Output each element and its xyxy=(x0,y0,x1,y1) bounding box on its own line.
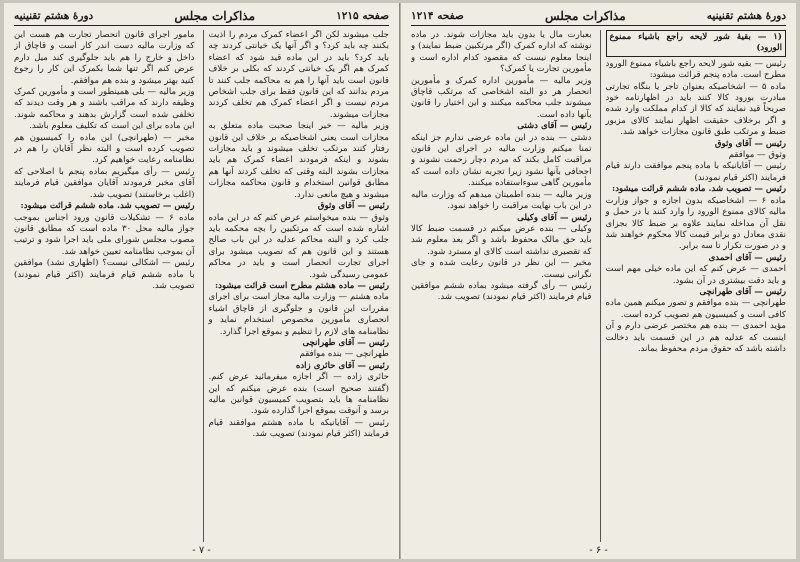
paragraph: رئیس — آقای طهرانچی xyxy=(699,286,786,297)
paragraph: رئیس — آقایانیکه با ماده پنجم موافقت دارند قیام فرمایند (اکثر قیام نمودند) xyxy=(605,161,786,183)
right-page-columns xyxy=(411,30,786,542)
right-page-header xyxy=(411,9,786,26)
left-page-session: دورهٔ هشتم تقنینیه xyxy=(14,10,94,22)
paragraph: مؤید احمدی — بنده هم مختصر عرضی دارم و آن اینست که عدلیه هم در این قسمت باید دخالت داشته باشد که حقوق مردم محفوظ بماند. xyxy=(605,321,786,354)
left-page-title: مذاکرات مجلس xyxy=(174,9,256,23)
paragraph: رئیس — اشکالی نیست؟ (اظهاری نشد) موافقین با ماده ششم قیام فرمایند (اکثر قیام نمودند) تصویب شد. xyxy=(14,258,195,291)
left-page-column-right xyxy=(203,30,390,542)
paragraph: وزیر مالیه — خیر اینجا صحبت ماده متعلق به مجازات است یعنی اشخاصیکه بر خلاف این قانون رفتار کنند مرتکب تخلف میشوند و باید مجازات بشوند و اینکه فرمودند اعضاء کمرک هم باید مجازات بشوند البته وقتی که تخلف کردند آنها هم مطابق قوانین استخدام و قانون محاکمه مجازات میشوند و هیچ مانعی ندارد. xyxy=(208,121,389,200)
paragraph: رئیس — آقای وثوق xyxy=(317,201,389,212)
paragraph: رئیس — رأی میگیریم بماده پنجم با اصلاحی که آقای مخبر فرمودند آقایان موافقین قیام فرمایند (اغلب برخاستند) تصویب شد. xyxy=(14,166,195,200)
right-page-column-left xyxy=(411,30,592,542)
paragraph: رئیس — آقای حائری زاده xyxy=(295,360,389,371)
left-page-columns xyxy=(14,30,389,542)
right-page-session: دورهٔ هشتم تقنینیه xyxy=(706,10,786,22)
paragraph: ماده هشتم — وزارت مالیه مجاز است برای اجرای مقررات این قانون و جلوگیری از قاچاق اشیاء انحصاری مأمورین مخصوص استخدام نماید و نظامنامه های لازم را تنظیم و بموقع اجرا گذارد. xyxy=(208,292,389,337)
left-page-number: - ۷ - xyxy=(192,545,211,556)
left-page-label: صفحه ۱۲۱۵ xyxy=(336,10,389,22)
paragraph: رئیس — آقای احمدی xyxy=(708,252,786,263)
paragraph: رئیس — تصویب شد. ماده ششم قرائت میشود: xyxy=(20,201,195,212)
paragraph: رئیس — آقای طهرانچی xyxy=(302,337,389,348)
paragraph: وزیر مالیه — بنده اطمینان میدهم که وزارت مالیه در این باب نهایت مراقبت را خواهد نمود. xyxy=(411,189,592,212)
paragraph: رئیس — تصویب شد. ماده ششم قرائت میشود: xyxy=(612,184,786,195)
paragraph: وثوق — موافقم xyxy=(728,150,786,161)
right-page-column-right xyxy=(600,30,787,542)
paragraph: ماده ۶ — اشخاصیکه بدون اجازه و جواز وزارت مالیه کالای ممنوع الورود را وارد کنند یا در حمل و نقل آن مداخله نمایند علاوه بر ضبط کالا بجزای نقدی معادل دو برابر قیمت کالا محکوم خواهند شد و در صورت تکرار تا سه برابر. xyxy=(605,195,786,252)
paragraph: ماده ۵ — اشخاصیکه بعنوان تاجر یا بنگاه تجارتی مبادرت بورود کالا کنند باید در اظهارنامه خود صریحاً قید نمایند که کالا از کدام مملکت وارد شده و اگر برخلاف حقیقت اظهار نمایند کالای مزبور ضبط و مرتکب طبق قانون مجازات خواهد شد. xyxy=(605,81,786,138)
newspaper-spread xyxy=(4,3,796,559)
left-page-column-left xyxy=(14,30,195,542)
right-page-number: - ۶ - xyxy=(589,545,608,556)
paragraph: رئیس — بقیه شور لایحه راجع باشیاء ممنوع الورود مطرح است. ماده پنجم قرائت میشود: xyxy=(605,58,786,81)
paragraph: دشتی — بنده در این ماده عرضی ندارم جز اینکه تمنا میکنم وزارت مالیه در اجرای این قانون مراقبت کامل بکند که مردم دچار زحمت نشوند و اجحافی بآنها نشود زیرا تجربه نشان داده است که مأمورین گاهی سوءاستفاده میکنند. xyxy=(411,132,592,189)
section-heading: (۱ — بقیهٔ شور لایحه راجع باشیاء ممنوع الورود) xyxy=(606,30,787,57)
paragraph: طهرانچی — بنده موافقم و تصور میکنم همین ماده کافی است و کمیسیون هم تصویب کرده است. xyxy=(605,298,786,320)
paragraph: وزیر مالیه — مأمورین اداره کمرک و مأمورین انحصار هر دو البته اشخاصی که مرتکب قاچاق میشوند جلب محاکمه میکنند و این اختیار را قانون بآنها داده است. xyxy=(411,75,592,120)
right-page-title: مذاکرات مجلس xyxy=(544,9,626,23)
paragraph: رئیس — آقای وثوق xyxy=(714,138,786,149)
right-page xyxy=(400,3,796,559)
paragraph: رئیس — آقایانیکه با ماده هشتم موافقند قیام فرمایند (اکثر قیام نمودند) تصویب شد. xyxy=(208,417,389,440)
paragraph: مخبر — این نظر در قانون رعایت شده و جای نگرانی نیست. xyxy=(411,258,592,280)
paragraph: وزیر مالیه — بلی همینطور است و مأمورین کمرک وظیفه دارند که مراقب باشند و هر وقت دیدند که تخلفی شده است گزارش بدهند و محاکمه شوند. این ماده برای این است که تکلیف معلوم باشد. xyxy=(14,87,195,132)
paragraph: بعبارت مال یا بدون باید مجازات شوند. در ماده نوشته که اداره کمرک (اگر مرتکبین ضبط نمایند) و اینجا معلوم نیست که مقصود کدام اداره است و مأمورین تجارت یا کمرک؟ xyxy=(411,30,592,75)
paragraph: رئیس — آقای وکیلی xyxy=(517,212,592,223)
paragraph: حائری زاده — اگر اجازه میفرمائید عرض کنم. (گفتند صحیح است) بنده عرض میکنم که این نظامنامه ها باید بتصویب کمیسیون قوانین مالیه برسد و آنوقت بموقع اجرا گذارده شود. xyxy=(208,372,389,417)
paragraph: طهرانچی — بنده موافقم xyxy=(299,349,389,360)
paragraph: احمدی — عرض کنم که این ماده خیلی مهم است و باید دقت بیشتری در آن بشود. xyxy=(605,264,786,286)
paragraph: جلب میشوند لکن اگر اعضاء کمرک مردم را اذیت بکنند چه باید کرد؟ و اگر آنها یک خیانتی کردند چه باید کرد؟ باید در این ماده قید شود که اعضاء کمرک هم اگر یک خیانتی کردند که بکلی بر خلاف قانون است باید آنها را هم به محاکمه جلب کنند تا مردم بدانند که این قانون فقط برای جلب اشخاص مردم نیست و اگر اعضاء کمرک هم تخلف کردند مجازات میشوند. xyxy=(208,30,389,120)
right-page-label: صفحه ۱۲۱۴ xyxy=(411,10,464,22)
paragraph: مخبر — (طهرانچی) این ماده را کمیسیون هم تصویب کرده است و البته نظر آقایان را هم در نظامنامه رعایت خواهیم کرد. xyxy=(14,132,195,166)
left-page-header xyxy=(14,9,389,26)
paragraph: رئیس — رأی گرفته میشود بماده ششم موافقین قیام فرمایند (اکثر قیام نمودند) تصویب شد. xyxy=(411,280,592,303)
paragraph: وثوق — بنده میخواستم عرض کنم که در این ماده اشاره شده است که مرتکبین را بچه محکمه باید جلب کرد و البته محاکم عدلیه در این باب صالح هستند و این قانون هم که تصویب میشود برای اجرای تجارت انحصار است و باید در محاکم عمومی رسیدگی شود. xyxy=(208,212,389,280)
paragraph: ماده ۶ — تشکیلات قانون ورود اجناس بموجب جواز مالیه محل ۳۰ ماده است که مطابق قانون مصوب مجلس شورای ملی باید اجرا شود و ترتیب آن بموجب نظامنامه تعیین خواهد شد. xyxy=(14,212,195,257)
paragraph: رئیس — آقای دشتی xyxy=(517,121,592,132)
paragraph: مأمور اجرای قانون انحصار تجارت هم هست این که وزارت مالیه دست اندر کار است و قاچاق از داخل و خارج را هم باید جلوگیری کند میل دارم عرض کنم اگر تنها شما بکمرک این کار را رجوع کنید بهتر میشود و بنده هم موافقم. xyxy=(14,30,195,86)
left-page xyxy=(4,3,400,559)
paragraph: وکیلی — بنده عرض میکنم در قسمت ضبط کالا باید حق مالک محفوظ باشد و اگر بعد معلوم شد که تقصیری نداشته است کالای او مسترد شود. xyxy=(411,223,592,257)
paragraph: رئیس — ماده هشتم مطرح است قرائت میشود: xyxy=(214,280,389,291)
